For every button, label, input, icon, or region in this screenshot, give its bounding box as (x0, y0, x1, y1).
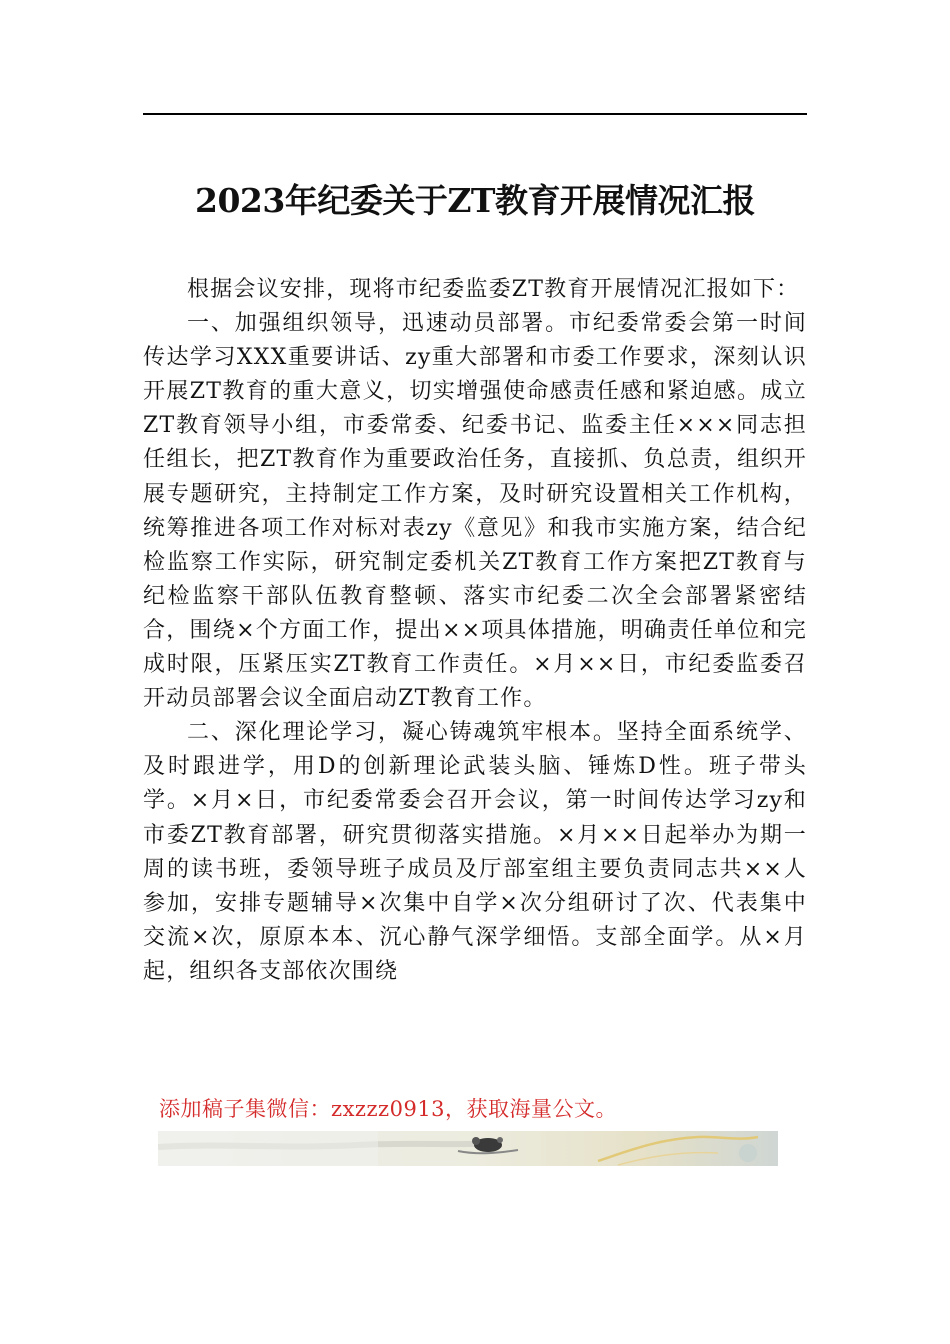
document-body (143, 273, 807, 1070)
paragraph-section-1: 一、加强组织领导，迅速动员部署。市纪委常委会第一时间传达学习XXX重要讲话、zy重大部署和市委工作要求，深刻认识开展ZT教育的重大意义，切实增强使命感责任感和紧迫感。成立ZT教育领导小组，市委常委、纪委书记、监委主任×××同志担任组长，把ZT教育作为重要政治任务，直接抓、负总责，组织开展专题研究，主持制定工作方案，及时研究设置相关工作机构，统筹推进各项工作对标对表zy《意见》和我市实施方案，结合纪检监察工作实际，研究制定委机关ZT教育工作方案把ZT教育与纪检监察干部队伍教育整顿、落实市纪委二次全会部署紧密结合，围绕×个方面工作，提出××项具体措施，明确责任单位和完成时限，压紧压实ZT教育工作责任。×月××日，市纪委监委召开动员部署会议全面启动ZT教育工作。 (143, 311, 807, 712)
header-rule (143, 113, 807, 115)
promo-text: 添加稿子集微信：zxzzz0913，获取海量公文。 (159, 1097, 618, 1121)
document-title: 2023年纪委关于ZT教育开展情况汇报 (195, 181, 755, 220)
ink-landscape-icon (158, 1131, 778, 1166)
paragraph-intro: 根据会议安排，现将市纪委监委ZT教育开展情况汇报如下： (187, 277, 800, 302)
decorative-banner-image (158, 1131, 778, 1166)
paragraph-section-2: 二、深化理论学习，凝心铸魂筑牢根本。坚持全面系统学、及时跟进学，用D的创新理论武装头脑、锤炼D性。班子带头学。×月×日，市纪委常委会召开会议，第一时间传达学习zy和市委ZT教育部署，研究贯彻落实措施。×月××日起举办为期一周的读书班，委领导班子成员及厅部室组主要负责同志共××人参加，安排专题辅导×次集中自学×次分组研讨了次、代表集中交流×次，原原本本、沉心静气深学细悟。支部全面学。从×月起，组织各支部依次围绕 (143, 720, 807, 984)
